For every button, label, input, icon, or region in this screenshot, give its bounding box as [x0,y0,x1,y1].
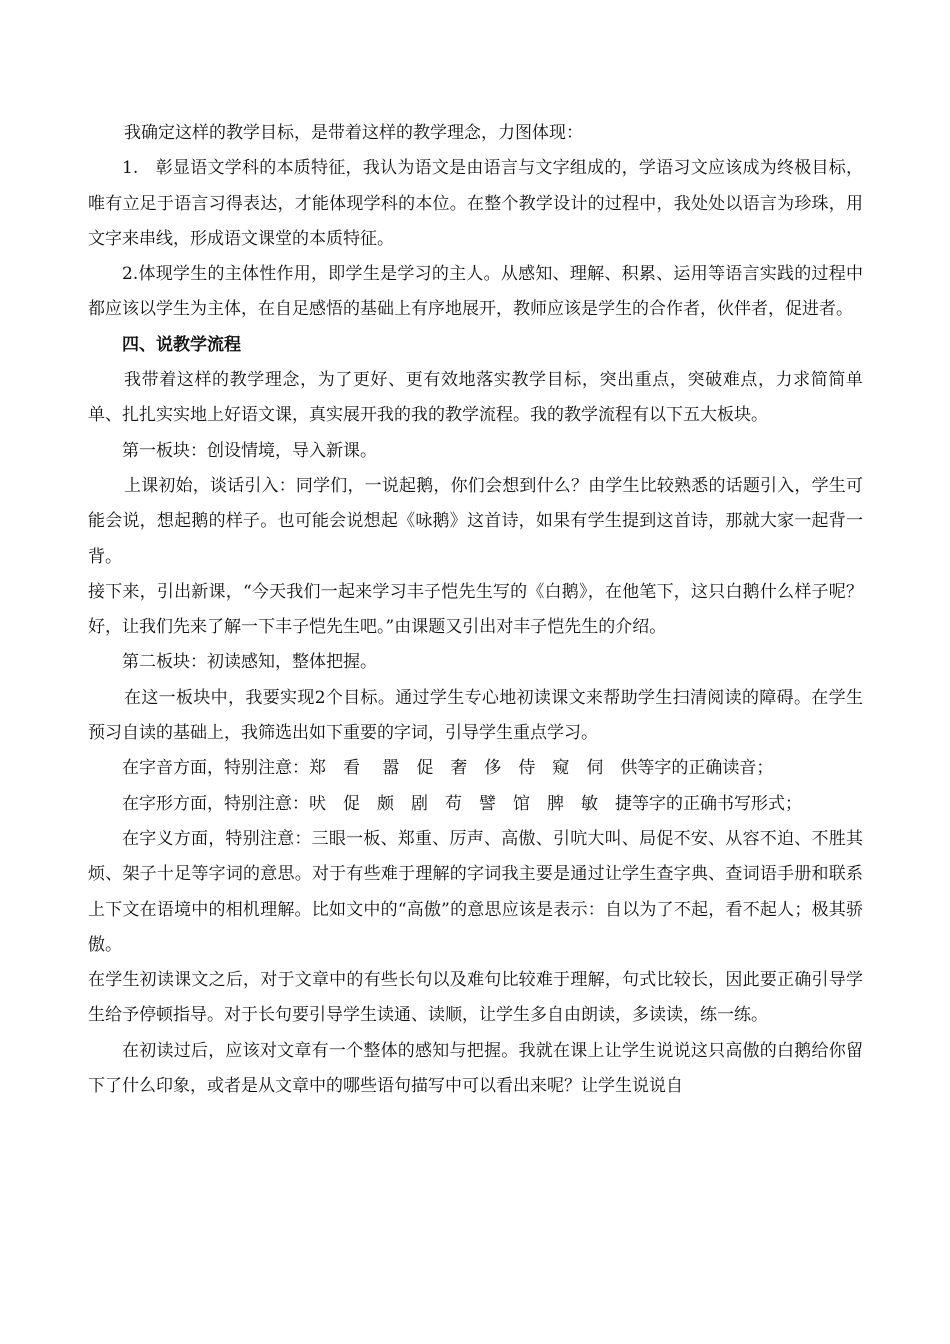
paragraph-pronunciation: 在字音方面，特别注意：郑 看 嚣 促 奢 侈 侍 窥 伺 供等字的正确读音； [122,758,774,779]
paragraph-long-sentences: 在学生初读课文之后，对于文章中的有些长句以及难句比较难于理解，句式比较长，因此要正确引导学生给予停顿指导。对于长句要引导学生读通、读顺，让学生多自由朗读，多读读，练一练。 [88,970,863,1026]
paragraph-block-1-new-lesson: 接下来，引出新课，“今天我们一起来学习丰子恺先生写的《白鹅》，在他笔下，这只白鹅什么样子呢？好，让我们先来了解一下丰子恺先生吧。”由课题又引出对丰子恺先生的介绍。 [88,581,863,638]
paragraph-block-1-intro: 上课初始，谈话引入：同学们，一说起鹅，你们会想到什么？由学生比较熟悉的话题引入，学生可能会说，想起鹅的样子。也可能会说想起《咏鹅》这首诗，如果有学生提到这首诗，那就大家一起背一背。 [88,475,863,567]
document-page [88,116,863,1104]
paragraph-teaching-concept-intro: 我确定这样的教学目标，是带着这样的教学理念，力图体现： [124,123,583,143]
paragraph-character-form: 在字形方面，特别注意：吠 促 颇 剧 苟 譬 馆 脾 敏 捷等字的正确书写形式； [122,793,802,814]
paragraph-overall-perception: 在初读过后，应该对文章有一个整体的感知与把握。我就在课上让学生说说这只高傲的白鹅给你留下了什么印象，或者是从文章中的哪些语句描写中可以看出来呢？让学生说说自 [88,1040,863,1097]
section-heading-teaching-process: 四、说教学流程 [122,334,241,355]
paragraph-concept-1: 1. 彰显语文学科的本质特征，我认为语文是由语言与文字组成的，学语习文应该成为终极目标，唯有立足于语言习得表达，才能体现学科的本位。在整个教学设计的过程中，我处处以语言为珍珠，用文字来串线，形成语文课堂的本质特征。 [88,158,863,249]
paragraph-block-2-title: 第二板块：初读感知，整体把握。 [122,652,377,673]
paragraph-process-intro: 我带着这样的教学理念，为了更好、更有效地落实教学目标，突出重点，突破难点，力求简简单单、扎扎实实地上好语文课，真实展开我的我的教学流程。我的教学流程有以下五大板块。 [88,370,863,426]
paragraph-block-1-title: 第一板块：创设情境，导入新课。 [122,440,377,461]
paragraph-word-meaning: 在字义方面，特别注意：三眼一板、郑重、厉声、高傲、引吭大叫、局促不安、从容不迫、不胜其烦、架子十足等字词的意思。对于有些难于理解的字词我主要是通过让学生查字典、查词语手册和联系上下文在语境中的相机理解。比如文中的“高傲”的意思应该是表示：自以为了不起，看不起人；极其骄傲。 [88,828,863,955]
paragraph-concept-2: 2.体现学生的主体性作用，即学生是学习的主人。从感知、理解、积累、运用等语言实践的过程中都应该以学生为主体，在自足感悟的基础上有序地展开，教师应该是学生的合作者，伙伴者，促进者。 [88,264,863,320]
paragraph-block-2-goals: 在这一板块中，我要实现2个目标。通过学生专心地初读课文来帮助学生扫清阅读的障碍。在学生预习自读的基础上，我筛选出如下重要的字词，引导学生重点学习。 [88,687,863,744]
